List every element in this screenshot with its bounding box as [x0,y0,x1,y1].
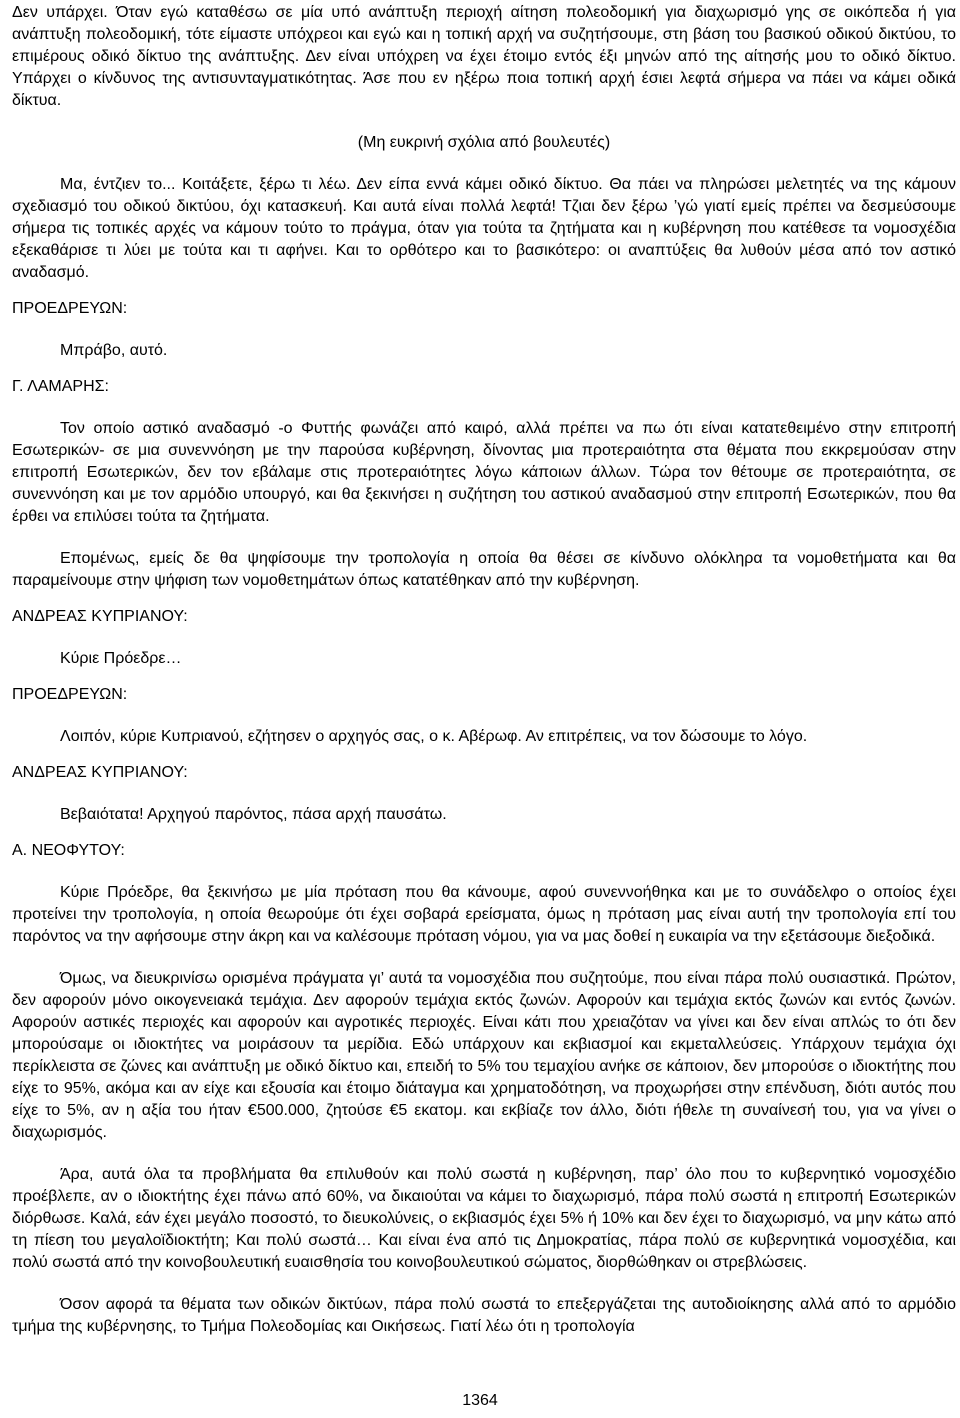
speaker-label: ΑΝΔΡΕΑΣ ΚΥΠΡΙΑΝΟΥ: [12,764,188,781]
paragraph: Επομένως, εμείς δε θα ψηφίσουμε την τροπολογία η οποία θα θέσει σε κίνδυνο ολόκληρα τα νομοθετήματα και θα παραμείνουμε στην ψήφιση των νομοθετημάτων όπως κατατέθηκαν από την κυβέρνηση. [12,550,956,589]
paragraph: Κύριε Πρόεδρε, θα ξεκινήσω με μία πρόταση που θα κάνουμε, αφού συνεννοήθηκα και με το συνάδελφο ο οποίος έχει προτείνει την τροπολογία, η οποία θεωρούμε ότι έχει σοβαρά ερείσματα, όμως η πρόταση μας είναι αυτή την τροπολογία επί του παρόντος να την αφήσουμε στην άκρη και να καλέσουμε πρόταση νόμου, για να μας δοθεί η ευκαιρία να την εξετάσουμε διεξοδικά. [12,884,956,945]
speaker-label: ΠΡΟΕΔΡΕΥΩΝ: [12,686,128,703]
speaker-label: ΑΝΔΡΕΑΣ ΚΥΠΡΙΑΝΟΥ: [12,608,188,625]
paragraph: Τον οποίο αστικό αναδασμό -ο Φυττής φωνάζει από καιρό, αλλά πρέπει να πω ότι είναι κατατεθειμένο στην επιτροπή Εσωτερικών- σε μια συνεννόηση με την παρούσα κυβέρνηση, δίνοντας μια προτεραιότητα στα θέματα που εκκρεμούσαν στην επιτροπή Εσωτερικών, δεν τον εβάλαμε στις προτεραιότητες λόγω κάποιων άλλων. Τώρα τον θέτουμε σε προτεραιότητα, σε συνεννόηση και με τον αρμόδιο υπουργό, και θα ξεκινήσει η συζήτηση του αστικού αναδασμού στην επιτροπή Εσωτερικών, που θα έρθει να επιλύσει τούτα τα ζητήματα. [12,420,956,525]
stage-direction: (Μη ευκρινή σχόλια από βουλευτές) [357,134,611,151]
paragraph: Μπράβο, αυτό. [60,342,168,359]
document-body [12,2,956,1338]
speaker-label: Α. ΝΕΟΦΥΤΟΥ: [12,842,125,859]
speaker-label: Γ. ΛΑΜΑΡΗΣ: [12,378,109,395]
speaker-label: ΠΡΟΕΔΡΕΥΩΝ: [12,300,128,317]
paragraph-opening: Δεν υπάρχει. Όταν εγώ καταθέσω σε μία υπό ανάπτυξη περιοχή αίτηση πολεοδομική για διαχωρισμό γης σε οικόπεδα ή για ανάπτυξη πολεοδομική, τότε είμαστε υπόχρεοι και εγώ και η τοπική αρχή να συζητήσουμε, στη βάση του βασικού οδικού δικτύου, το επιμέρους οδικό δίκτυο της ανάπτυξης. Δεν είναι υπόχρεη να έχει έτοιμο εντός έξι μηνών από της αίτησής μου το οδικό δίκτυο. Υπάρχει ο κίνδυνος της αντισυνταγματικότητας. Άσε που εν ηξέρω ποια τοπική αρχή έσιει λεφτά σήμερα να πάει να κάμει οδικά δίκτυα. [12,4,956,109]
paragraph: Λοιπόν, κύριε Κυπριανού, εζήτησεν ο αρχηγός σας, ο κ. Αβέρωφ. Αν επιτρέπεις, να τον δώσουμε το λόγο. [60,728,808,745]
page-number: 1364 [462,1392,498,1409]
paragraph: Βεβαιότατα! Αρχηγού παρόντος, πάσα αρχή παυσάτω. [60,806,447,823]
paragraph: Κύριε Πρόεδρε… [60,650,182,667]
paragraph: Άρα, αυτά όλα τα προβλήματα θα επιλυθούν και πολύ σωστά η κυβέρνηση, παρ’ όλο που το κυβερνητικό νομοσχέδιο προέβλεπε, αν ο ιδιοκτήτης έχει πάνω από 60%, να δικαιούται να κάμει το διαχωρισμό, πάρα πολύ σωστά η επιτροπή Εσωτερικών διόρθωσε. Καλά, εάν έχει μεγάλο ποσοστό, το διευκολύνεις, ο εκβιασμός έχει 5% ή 10% και δεν έχει το διαχωρισμό, να μην κάτω από τη πίεση του μεγαλοϊδιοκτήτη; Και πολύ σωστά… Και είναι ένα από τις Δημοκρατίας, πάρα πολύ σε κυβερνητικά νομοσχέδια, και πολύ σωστά από την κοινοβουλευτική ευαισθησία του κοινοβουλευτικού σώματος, διορθώθηκαν οι στρεβλώσεις. [12,1166,956,1271]
paragraph: Όσον αφορά τα θέματα των οδικών δικτύων, πάρα πολύ σωστά το επεξεργάζεται της αυτοδιοίκησης αλλά από το αρμόδιο τμήμα της κυβέρνησης, το Τμήμα Πολεοδομίας και Οικήσεως. Γιατί λέω ότι η τροπολογία [12,1296,956,1335]
paragraph: Μα, έντζιεν το... Κοιτάξετε, ξέρω τι λέω. Δεν είπα εννά κάμει οδικό δίκτυο. Θα πάει να πληρώσει μελετητές να της κάμουν σχεδιασμό του οδικού δικτύου, όχι κατασκευή. Και αυτά είναι πολλά λεφτά! Τζιαι δεν ξέρω ’γώ γιατί εμείς πρέπει να δεσμεύσουμε σήμερα τις τοπικές αρχές να κάμουν τούτο το πράγμα, όταν για τούτα τα ζητήματα και η κυβέρνηση που κατέθεσε τα νομοσχέδια εξεκαθάρισε τι λύει με τούτα και τι αφήνει. Και το ορθότερο και το βασικότερο: οι αναπτύξεις θα λυθούν μέσα από τον αστικό αναδασμό. [12,176,956,281]
paragraph: Όμως, να διευκρινίσω ορισμένα πράγματα γι’ αυτά τα νομοσχέδια που συζητούμε, που είναι πάρα πολύ ουσιαστικά. Πρώτον, δεν αφορούν μόνο οικογενειακά τεμάχια. Δεν αφορούν τεμάχια εκτός ζωνών. Αφορούν και τεμάχια εκτός ζωνών και εντός ζωνών. Αφορούν αστικές περιοχές και αφορούν και αγροτικές περιοχές. Είναι κάτι που χρειαζόταν να γίνει και δεν είναι απλώς το ότι δεν μπορούσαμε οι ιδιοκτήτες να μοιράσουν τα μερίδια. Εδώ υπάρχουν και εκβιασμοί και εκμεταλλεύσεις. Υπάρχουν τεμάχια όχι περίκλειστα σε ζώνες και ανάπτυξη με οδικό δίκτυο και, επειδή το 5% του τεμαχίου ανήκε σε κάποιον, δεν μπορούσε ο ιδιοκτήτης που είχε το 95%, ακόμα και αν είχε και εξουσία και έτοιμο διάταγμα και χρηματοδότηση, να προχωρήσει στην επένδυση, διότι αυτός που είχε το 5%, αν η αξία του ήταν €500.000, ζητούσε €5 εκατομ. και εκβίαζε τον άλλο, διότι ήθελε τη συναίνεσή του, για να γίνει ο διαχωρισμός. [12,970,956,1141]
